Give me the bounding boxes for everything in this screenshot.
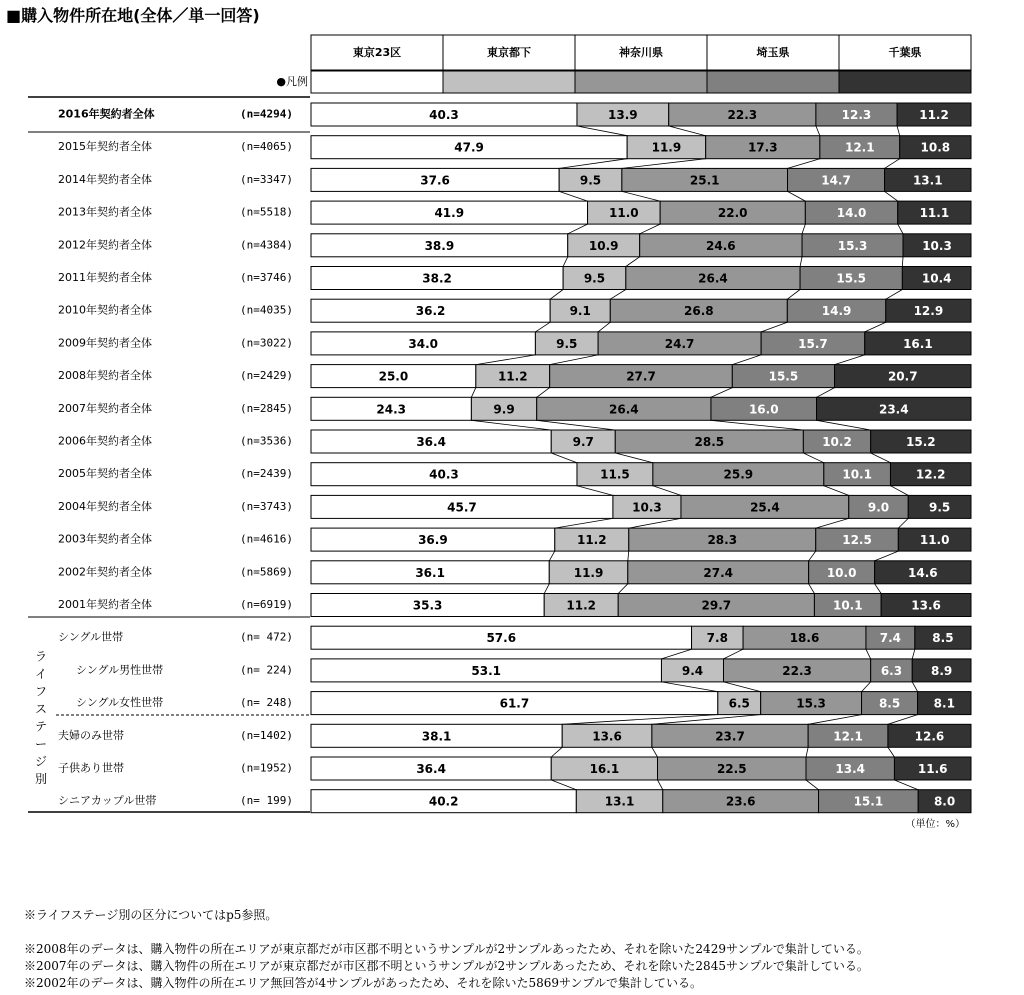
data-label: 9.4 xyxy=(681,663,704,678)
row-n-label: (n=2429) xyxy=(240,369,293,383)
row-n-label: (n= 248) xyxy=(240,696,293,710)
row-label: 2008年契約者全体 xyxy=(58,369,152,383)
data-label: 24.6 xyxy=(706,238,736,253)
connector-line xyxy=(875,584,882,594)
row-label: シニアカップル世帯 xyxy=(58,794,157,808)
data-label: 15.3 xyxy=(796,696,826,711)
connector-line xyxy=(803,453,823,463)
data-label: 15.7 xyxy=(798,336,828,351)
footnote-2002: ※2002年のデータは、購入物件の所在エリア無回答が4サンプルがあったため、それを除いた5869サンプルで集計している。 xyxy=(24,976,702,990)
connector-line xyxy=(808,715,861,725)
data-label: 11.5 xyxy=(600,467,630,482)
data-label: 11.2 xyxy=(919,108,949,122)
data-label: 12.2 xyxy=(915,467,946,482)
data-label: 10.2 xyxy=(822,435,852,449)
connector-line xyxy=(806,747,808,757)
side-label-char: 別 xyxy=(34,772,48,786)
data-label: 10.1 xyxy=(832,598,863,613)
connector-line xyxy=(724,649,744,659)
data-label: 26.8 xyxy=(684,304,714,319)
data-label: 57.6 xyxy=(486,631,517,646)
data-label: 10.4 xyxy=(921,271,952,286)
header-label: 千葉県 xyxy=(888,46,922,59)
data-label: 25.1 xyxy=(689,173,720,188)
row-n-label: (n=4065) xyxy=(240,140,293,154)
connector-line xyxy=(871,453,891,463)
data-label: 13.6 xyxy=(911,598,941,613)
data-label: 13.6 xyxy=(592,729,622,744)
data-label: 12.3 xyxy=(841,108,872,122)
data-label: 11.2 xyxy=(576,533,607,548)
data-label: 28.3 xyxy=(707,533,738,548)
data-label: 9.1 xyxy=(569,304,591,319)
connector-line xyxy=(652,747,658,757)
data-label: 24.3 xyxy=(376,402,406,417)
data-label: 47.9 xyxy=(454,140,484,155)
connector-line xyxy=(894,780,918,790)
connector-line xyxy=(598,322,610,332)
row-label: 2002年契約者全体 xyxy=(58,565,152,579)
side-label-char: ラ xyxy=(34,649,48,664)
connector-line xyxy=(809,584,815,594)
footnote-2008: ※2008年のデータは、購入物件の所在エリアが東京都だが市区郡不明というサンプルが2サンプルあったため、それを除いた2429サンプルで集計している。 xyxy=(24,942,869,956)
data-label: 40.3 xyxy=(429,108,459,122)
data-label: 38.2 xyxy=(422,271,452,286)
connector-line xyxy=(817,420,871,430)
connector-line xyxy=(862,682,871,692)
data-label: 8.9 xyxy=(930,663,953,678)
data-label: 9.5 xyxy=(579,173,602,188)
connector-line xyxy=(886,290,903,300)
connector-line xyxy=(577,486,613,496)
data-label: 15.1 xyxy=(853,794,884,809)
data-label: 13.4 xyxy=(835,762,866,776)
connector-line xyxy=(471,420,551,430)
connector-line xyxy=(817,388,835,398)
data-label: 6.3 xyxy=(880,663,903,678)
connector-line xyxy=(610,290,626,300)
connector-line xyxy=(562,715,718,725)
row-n-label: (n=4035) xyxy=(240,303,293,317)
data-label: 37.6 xyxy=(420,173,450,188)
data-label: 7.4 xyxy=(879,631,902,646)
connector-line xyxy=(888,747,895,757)
data-label: 24.7 xyxy=(664,336,695,351)
data-label: 6.5 xyxy=(728,696,750,711)
data-label: 40.2 xyxy=(428,794,459,809)
data-label: 36.9 xyxy=(418,533,448,548)
data-label: 9.5 xyxy=(583,271,606,286)
data-label: 9.9 xyxy=(493,402,515,417)
row-label: 2006年契約者全体 xyxy=(58,434,152,448)
data-label: 27.4 xyxy=(703,565,734,580)
legend-label: ●凡例 xyxy=(276,75,308,88)
header-label: 東京都下 xyxy=(487,46,531,59)
side-label-char: テ xyxy=(34,719,48,734)
side-label-char: フ xyxy=(34,684,48,699)
data-label: 61.7 xyxy=(499,696,530,711)
data-label: 12.5 xyxy=(842,533,872,548)
data-label: 38.1 xyxy=(421,729,452,744)
data-label: 22.0 xyxy=(717,206,748,221)
connector-line xyxy=(866,649,871,659)
data-label: 9.5 xyxy=(556,336,578,351)
data-label: 26.4 xyxy=(698,271,728,286)
data-label: 22.3 xyxy=(782,663,812,678)
data-label: 36.4 xyxy=(416,435,446,449)
connector-line xyxy=(824,486,849,496)
row-n-label: (n=5869) xyxy=(240,565,293,579)
row-label: 2014年契約者全体 xyxy=(58,172,152,186)
connector-line xyxy=(761,322,787,332)
data-label: 18.6 xyxy=(789,631,820,646)
data-label: 23.4 xyxy=(878,402,909,417)
data-label: 17.3 xyxy=(747,140,778,155)
data-label: 8.1 xyxy=(933,696,955,711)
row-label: 2003年契約者全体 xyxy=(58,532,152,546)
data-label: 14.9 xyxy=(821,304,852,319)
data-label: 16.1 xyxy=(903,336,933,351)
data-label: 22.3 xyxy=(727,108,758,122)
header-label: 神奈川県 xyxy=(619,46,663,59)
connector-line xyxy=(912,682,917,692)
row-n-label: (n=3022) xyxy=(240,336,293,350)
row-label: 2010年契約者全体 xyxy=(58,303,152,317)
connector-line xyxy=(476,355,536,365)
connector-line xyxy=(885,159,900,169)
row-n-label: (n=2439) xyxy=(240,467,293,481)
side-label-char: イ xyxy=(34,667,48,681)
data-label: 10.0 xyxy=(826,565,857,580)
connector-line xyxy=(551,453,577,463)
row-n-label: (n= 199) xyxy=(240,794,293,808)
connector-line xyxy=(640,224,660,234)
data-label: 12.1 xyxy=(844,140,875,155)
row-n-label: (n=1402) xyxy=(240,728,293,742)
row-label: シングル男性世帯 xyxy=(76,663,164,677)
connector-line xyxy=(816,126,820,136)
data-label: 13.1 xyxy=(604,794,635,809)
row-label: 2004年契約者全体 xyxy=(58,499,152,513)
data-label: 25.0 xyxy=(378,369,409,384)
data-label: 23.6 xyxy=(725,794,756,809)
row-label: 2011年契約者全体 xyxy=(58,271,152,284)
data-label: 25.4 xyxy=(750,500,780,515)
row-n-label: (n=2845) xyxy=(240,401,293,415)
connector-line xyxy=(898,224,903,234)
row-n-label: (n=3746) xyxy=(240,271,293,284)
data-label: 11.9 xyxy=(573,565,604,580)
connector-line xyxy=(615,453,653,463)
legend-swatch xyxy=(575,71,707,93)
connector-line xyxy=(622,191,660,201)
connector-line xyxy=(711,420,803,430)
row-label: 2007年契約者全体 xyxy=(58,401,152,415)
data-label: 10.8 xyxy=(920,140,951,155)
row-n-label: (n= 472) xyxy=(240,630,293,644)
data-label: 36.1 xyxy=(415,565,445,580)
row-n-label: (n=6919) xyxy=(240,598,293,611)
data-label: 8.0 xyxy=(933,794,956,809)
chart-title: ■購入物件所在地(全体／単一回答) xyxy=(6,6,260,25)
data-label: 35.3 xyxy=(412,598,443,613)
connector-line xyxy=(550,290,563,300)
connector-line xyxy=(563,257,568,267)
side-label-char: ー xyxy=(34,737,48,751)
connector-line xyxy=(890,486,908,496)
data-label: 11.9 xyxy=(651,140,682,155)
row-label: 夫婦のみ世帯 xyxy=(58,728,124,742)
connector-line xyxy=(658,780,663,790)
connector-line xyxy=(724,682,761,692)
data-label: 25.9 xyxy=(723,467,754,482)
connector-line xyxy=(618,584,628,594)
connector-line xyxy=(537,420,616,430)
connector-line xyxy=(800,257,802,267)
data-label: 10.1 xyxy=(842,467,872,482)
data-label: 11.1 xyxy=(919,206,950,221)
row-label: シングル女性世帯 xyxy=(76,696,164,710)
connector-line xyxy=(471,388,475,398)
data-label: 13.1 xyxy=(912,173,943,188)
connector-line xyxy=(875,551,899,561)
connector-line xyxy=(669,126,706,136)
connector-line xyxy=(898,518,908,528)
data-label: 15.5 xyxy=(836,271,867,286)
data-label: 11.6 xyxy=(917,762,948,776)
data-label: 8.5 xyxy=(878,696,901,711)
row-n-label: (n=1952) xyxy=(240,761,293,775)
connector-line xyxy=(885,191,898,201)
data-label: 38.9 xyxy=(424,238,455,253)
data-label: 45.7 xyxy=(447,500,477,515)
connector-line xyxy=(544,584,549,594)
connector-line xyxy=(559,191,587,201)
connector-line xyxy=(622,159,706,169)
data-label: 40.3 xyxy=(429,467,459,482)
connector-line xyxy=(549,551,555,561)
data-label: 10.9 xyxy=(588,238,619,253)
data-label: 22.5 xyxy=(716,762,747,776)
row-label: 2009年契約者全体 xyxy=(58,336,152,350)
row-label: 2016年契約者全体 xyxy=(58,107,155,121)
row-label: 2001年契約者全体 xyxy=(58,598,152,611)
connector-line xyxy=(577,126,627,136)
connector-line xyxy=(902,257,903,267)
data-label: 14.7 xyxy=(821,173,851,188)
connector-line xyxy=(806,780,819,790)
data-label: 12.6 xyxy=(914,729,945,744)
row-label: 2013年契約者全体 xyxy=(58,205,152,219)
data-label: 15.3 xyxy=(837,238,868,253)
connector-line xyxy=(551,747,562,757)
row-label: 2012年契約者全体 xyxy=(58,238,152,252)
connector-line xyxy=(629,518,681,528)
connector-line xyxy=(551,780,576,790)
data-label: 7.8 xyxy=(706,631,728,646)
connector-line xyxy=(912,649,915,659)
data-label: 36.2 xyxy=(415,304,446,319)
data-label: 11.2 xyxy=(497,369,528,384)
row-n-label: (n=5518) xyxy=(240,205,293,219)
data-label: 23.7 xyxy=(715,729,745,744)
data-label: 10.3 xyxy=(922,238,952,253)
row-n-label: (n=3347) xyxy=(240,172,293,186)
connector-line xyxy=(550,355,598,365)
data-label: 9.7 xyxy=(572,435,594,449)
connector-line xyxy=(787,290,800,300)
data-label: 12.1 xyxy=(833,729,863,744)
connector-line xyxy=(865,322,886,332)
row-n-label: (n=4384) xyxy=(240,238,293,252)
data-label: 53.1 xyxy=(471,663,502,678)
data-label: 11.0 xyxy=(919,533,950,548)
connector-line xyxy=(626,257,640,267)
header-label: 東京23区 xyxy=(352,46,402,59)
data-label: 41.9 xyxy=(434,206,465,221)
row-label: 子供あり世帯 xyxy=(58,761,124,775)
data-label: 15.5 xyxy=(768,369,799,384)
data-label: 9.5 xyxy=(928,500,951,515)
connector-line xyxy=(661,682,717,692)
row-n-label: (n=3536) xyxy=(240,434,293,448)
connector-line xyxy=(802,224,805,234)
legend-swatch xyxy=(839,71,971,93)
data-label: 16.1 xyxy=(589,762,620,776)
data-label: 34.0 xyxy=(408,336,439,351)
legend-swatch xyxy=(443,71,575,93)
row-label: 2005年契約者全体 xyxy=(58,467,152,481)
data-label: 14.6 xyxy=(908,565,938,580)
data-label: 27.7 xyxy=(626,369,656,384)
connector-line xyxy=(559,159,627,169)
data-label: 26.4 xyxy=(609,402,639,417)
legend-swatch xyxy=(707,71,839,93)
connector-line xyxy=(628,551,629,561)
legend-swatch xyxy=(311,71,443,93)
footnote-lifestage: ※ライフステージ別の区分についてはp5参照。 xyxy=(24,908,278,922)
connector-line xyxy=(888,715,918,725)
data-label: 10.3 xyxy=(632,500,662,515)
connector-line xyxy=(653,486,681,496)
data-label: 12.9 xyxy=(913,304,944,319)
connector-line xyxy=(788,159,820,169)
data-label: 9.0 xyxy=(867,500,890,515)
data-label: 14.0 xyxy=(836,206,867,221)
connector-line xyxy=(555,518,613,528)
row-label: シングル世帯 xyxy=(58,630,124,644)
side-label-char: ジ xyxy=(34,754,48,769)
data-label: 11.0 xyxy=(609,206,639,221)
footnote-2007: ※2007年のデータは、購入物件の所在エリアが東京都だが市区郡不明というサンプルが2サンプルあったため、それを除いた2845サンプルで集計している。 xyxy=(24,959,869,973)
connector-line xyxy=(568,224,588,234)
connector-line xyxy=(652,715,761,725)
connector-line xyxy=(711,388,732,398)
side-label-char: ス xyxy=(34,702,48,716)
data-label: 28.5 xyxy=(694,435,725,449)
row-n-label: (n=3743) xyxy=(240,499,293,513)
connector-line xyxy=(535,322,550,332)
connector-line xyxy=(809,551,816,561)
data-label: 15.2 xyxy=(906,435,936,449)
header-label: 埼玉県 xyxy=(756,46,790,59)
data-label: 36.4 xyxy=(416,762,446,776)
row-n-label: (n= 224) xyxy=(240,663,293,677)
connector-line xyxy=(835,355,865,365)
connector-line xyxy=(537,388,550,398)
row-n-label: (n=4294) xyxy=(240,107,293,121)
connector-line xyxy=(732,355,761,365)
connector-line xyxy=(661,649,691,659)
connector-line xyxy=(816,518,849,528)
connector-line xyxy=(897,126,900,136)
data-label: 13.9 xyxy=(608,108,638,122)
data-label: 20.7 xyxy=(887,369,918,384)
data-label: 16.0 xyxy=(748,402,779,417)
unit-label: （単位：%） xyxy=(905,819,965,830)
row-n-label: (n=4616) xyxy=(240,532,293,546)
data-label: 8.5 xyxy=(932,631,954,646)
row-label: 2015年契約者全体 xyxy=(58,140,152,154)
data-label: 11.2 xyxy=(566,598,597,613)
data-label: 29.7 xyxy=(701,598,732,613)
connector-line xyxy=(788,191,806,201)
